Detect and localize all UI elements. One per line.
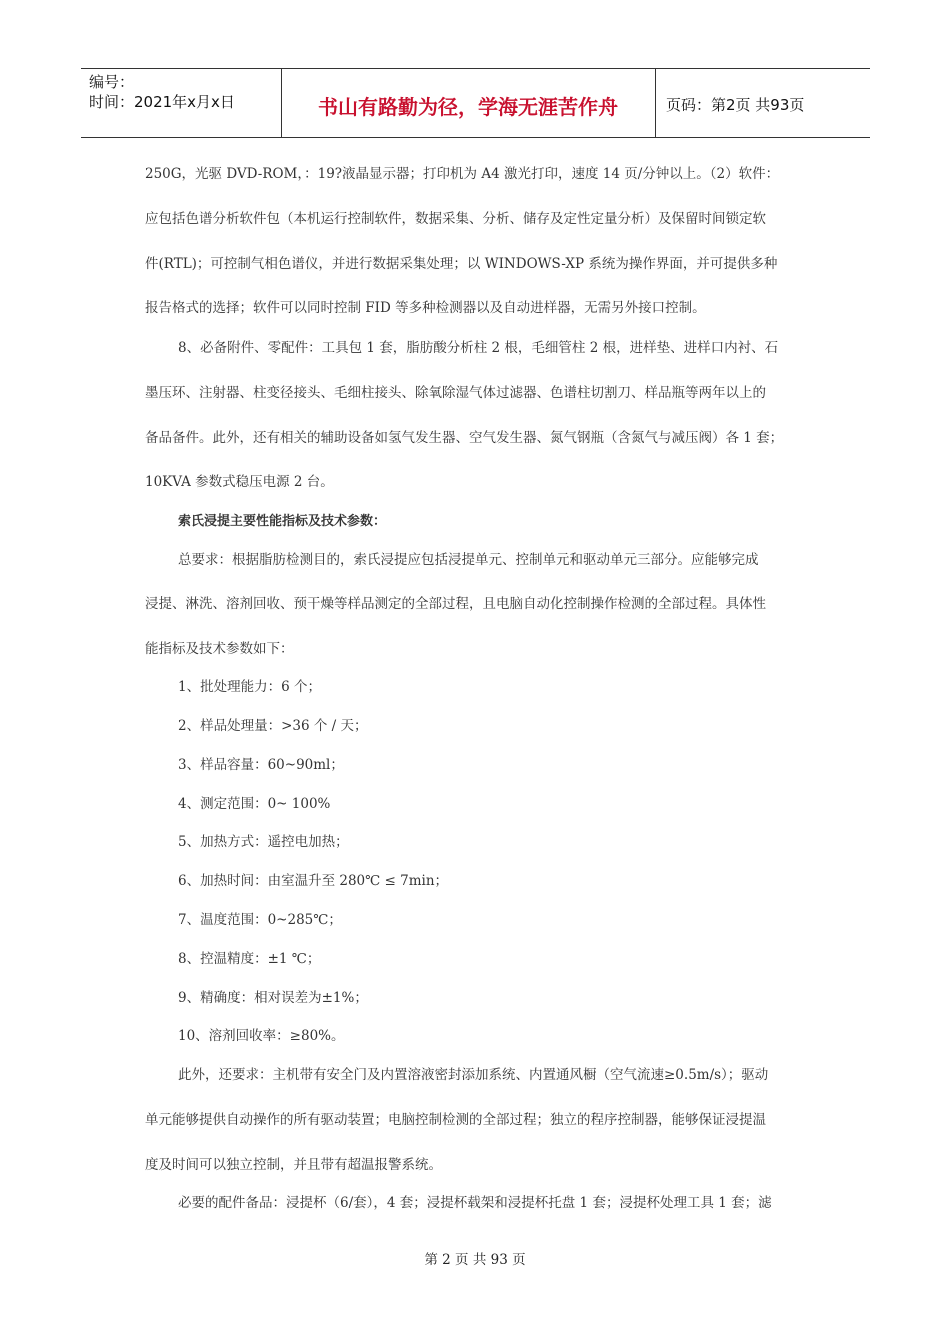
list-item: 7、温度范围：0~285℃；: [178, 912, 342, 928]
body-line: 此外，还要求：主机带有安全门及内置溶液密封添加系统、内置通风橱（空气流速≥0.5m/s）；驱动: [178, 1067, 769, 1083]
body-line: 总要求：根据脂肪检测目的，索氏浸提应包括浸提单元、控制单元和驱动单元三部分。应能够完成: [178, 552, 759, 568]
list-item: 4、测定范围：0~ 100%: [178, 796, 331, 812]
header-page-cell: [656, 69, 870, 137]
list-item: 3、样品容量：60~90ml；: [178, 757, 344, 773]
list-item: 8、控温精度：±1 ℃；: [178, 951, 321, 967]
body-line: 报告格式的选择；软件可以同时控制 FID 等多种检测器以及自动进样器，无需另外接口控制。: [145, 300, 706, 316]
page-info: 页码：第2页 共93页: [666, 96, 805, 114]
body-line: 能指标及技术参数如下：: [145, 641, 294, 657]
header-meta-cell: [81, 69, 282, 137]
motto: 书山有路勤为径，学海无涯苦作舟: [318, 95, 618, 119]
body-line: 浸提、淋洗、溶剂回收、预干燥等样品测定的全部过程，且电脑自动化控制操作检测的全部过程。具体性: [145, 596, 766, 612]
body-line: 应包括色谱分析软件包（本机运行控制软件，数据采集、分析、储存及定性定量分析）及保留时间锁定软: [145, 211, 766, 227]
page-header: [81, 68, 870, 138]
body-line: 备品备件。此外，还有相关的辅助设备如氢气发生器、空气发生器、氮气钢瓶（含氮气与减压阀）各 1 套；: [145, 430, 784, 446]
body-line: 必要的配件备品：浸提杯（6/套），4 套；浸提杯载架和浸提杯托盘 1 套；浸提杯处理工具 1 套；滤: [178, 1195, 772, 1211]
body-line: 墨压环、注射器、柱变径接头、毛细柱接头、除氧除湿气体过滤器、色谱柱切割刀、样品瓶等两年以上的: [145, 385, 766, 401]
time-label: 时间：2021年x月x日: [89, 93, 235, 111]
body-line: 件(RTL)；可控制气相色谱仪，并进行数据采集处理；以 WINDOWS-XP 系统为操作界面，并可提供多种: [145, 256, 778, 272]
body-line: 10KVA 参数式稳压电源 2 台。: [145, 474, 334, 490]
body-line: 8、必备附件、零配件：工具包 1 套，脂肪酸分析柱 2 根，毛细管柱 2 根，进样垫、进样口内衬、石: [178, 340, 779, 356]
list-item: 6、加热时间：由室温升至 280℃ ≤ 7min；: [178, 873, 449, 889]
list-item: 9、精确度：相对误差为±1%；: [178, 990, 368, 1006]
list-item: 10、溶剂回收率：≥80%。: [178, 1028, 345, 1044]
list-item: 1、批处理能力：6 个；: [178, 679, 321, 695]
body-line: 单元能够提供自动操作的所有驱动装置；电脑控制检测的全部过程；独立的程序控制器，能够保证浸提温: [145, 1112, 766, 1128]
header-motto-cell: [281, 69, 656, 137]
list-item: 2、样品处理量：>36 个 / 天；: [178, 718, 368, 734]
body-line: 250G，光驱 DVD-ROM，：19?液晶显示器；打印机为 A4 激光打印，速度 14 页/分钟以上。（2）软件：: [145, 166, 780, 182]
section-heading: 索氏浸提主要性能指标及技术参数：: [178, 514, 387, 529]
body-line: 度及时间可以独立控制，并且带有超温报警系统。: [145, 1157, 442, 1173]
page-footer: 第 2 页 共 93 页: [424, 1252, 526, 1268]
list-item: 5、加热方式：遥控电加热；: [178, 834, 349, 850]
code-label: 编号：: [89, 73, 135, 91]
